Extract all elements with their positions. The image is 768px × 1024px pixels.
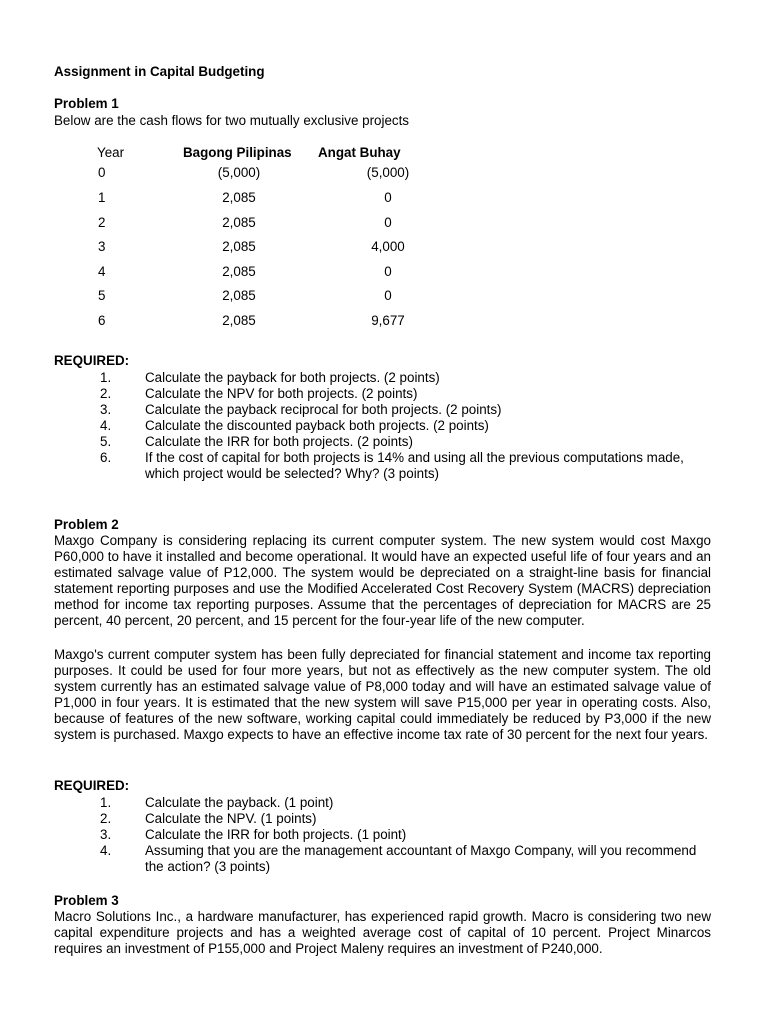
cell-bagong-pilipinas: 2,085 — [222, 313, 256, 328]
cell-angat-buhay: 0 — [384, 215, 392, 230]
problem3-paragraph-1: Macro Solutions Inc., a hardware manufacturer, has experienced rapid growth. Macro is considering two new capital expenditure projects and has a weighted average cost of capital of 10 percent. Project Minarcos requires an investment of P155,000 and Project Maleny requires an investment of P240,000. — [54, 909, 711, 956]
item-number: 1. — [100, 795, 112, 810]
item-number: 2. — [100, 386, 112, 401]
cash-flow-table — [54, 145, 474, 335]
document-title: Assignment in Capital Budgeting — [54, 64, 265, 79]
cell-year: 2 — [98, 215, 106, 230]
problem1-intro: Below are the cash flows for two mutually exclusive projects — [54, 113, 410, 128]
table-row — [54, 165, 474, 181]
cell-year: 3 — [98, 239, 106, 254]
cell-bagong-pilipinas: 2,085 — [222, 288, 256, 303]
item-number: 4. — [100, 418, 112, 433]
column-header-year: Year — [97, 145, 125, 160]
problem2-required-list — [54, 795, 714, 875]
cell-angat-buhay: 4,000 — [371, 239, 405, 254]
item-number: 1. — [100, 370, 112, 385]
item-number: 5. — [100, 434, 112, 449]
problem1-required-list — [54, 370, 714, 482]
cell-angat-buhay: 0 — [384, 190, 392, 205]
problem2-heading: Problem 2 — [54, 517, 119, 532]
item-text: Calculate the IRR for both projects. (1 point) — [145, 827, 407, 842]
cell-angat-buhay: 0 — [384, 288, 392, 303]
table-row — [54, 215, 474, 231]
cell-angat-buhay: 9,677 — [371, 313, 405, 328]
item-number: 4. — [100, 843, 112, 858]
table-row — [54, 313, 474, 329]
item-number: 3. — [100, 827, 112, 842]
problem2-required-label: REQUIRED: — [54, 778, 130, 793]
item-text: Calculate the NPV. (1 points) — [145, 811, 317, 826]
item-text: Calculate the payback. (1 point) — [145, 795, 334, 810]
list-item — [54, 843, 714, 875]
list-item — [54, 418, 714, 434]
list-item — [54, 827, 714, 843]
cell-year: 0 — [98, 165, 106, 180]
item-text: Assuming that you are the management accountant of Maxgo Company, will you recommend the action? (3 points) — [145, 843, 697, 874]
cell-bagong-pilipinas: 2,085 — [222, 264, 256, 279]
list-item — [54, 402, 714, 418]
cell-bagong-pilipinas: 2,085 — [222, 215, 256, 230]
item-text: Calculate the payback for both projects. (2 points) — [145, 370, 440, 385]
list-item — [54, 450, 714, 482]
problem3-heading: Problem 3 — [54, 893, 119, 908]
cell-year: 4 — [98, 264, 106, 279]
list-item — [54, 795, 714, 811]
item-text: If the cost of capital for both projects is 14% and using all the previous computations made, which project would be selected? Why? (3 points) — [145, 450, 684, 481]
problem1-required-label: REQUIRED: — [54, 353, 130, 368]
cell-angat-buhay: 0 — [384, 264, 392, 279]
table-row — [54, 264, 474, 280]
item-text: Calculate the payback reciprocal for both projects. (2 points) — [145, 402, 502, 417]
cell-year: 1 — [98, 190, 106, 205]
table-row — [54, 190, 474, 206]
problem2-paragraph-2: Maxgo's current computer system has been fully depreciated for financial statement and income tax reporting purposes. It could be used for four more years, but not as effectively as the new computer system. The old system currently has an estimated salvage value of P8,000 today and will have an estimated salvage value of P1,000 in four years. It is estimated that the new system will save P15,000 per year in operating costs. Also, because of features of the new software, working capital could immediately be reduced by P3,000 if the new system is purchased. Maxgo expects to have an effective income tax rate of 30 percent for the next four years. — [54, 647, 711, 742]
item-number: 2. — [100, 811, 112, 826]
cell-angat-buhay: (5,000) — [366, 165, 410, 180]
cell-year: 5 — [98, 288, 106, 303]
cell-year: 6 — [98, 313, 106, 328]
item-number: 6. — [100, 450, 112, 465]
table-row — [54, 288, 474, 304]
cell-bagong-pilipinas: 2,085 — [222, 190, 256, 205]
table-row — [54, 239, 474, 255]
list-item — [54, 370, 714, 386]
item-text: Calculate the IRR for both projects. (2 points) — [145, 434, 413, 449]
item-text: Calculate the discounted payback both projects. (2 points) — [145, 418, 489, 433]
list-item — [54, 434, 714, 450]
list-item — [54, 811, 714, 827]
item-text: Calculate the NPV for both projects. (2 points) — [145, 386, 418, 401]
item-number: 3. — [100, 402, 112, 417]
problem2-paragraph-1: Maxgo Company is considering replacing its current computer system. The new system would cost Maxgo P60,000 to have it installed and become operational. It would have an expected useful life of four years and an estimated salvage value of P12,000. The system would be depreciated on a straight-line basis for financial statement reporting purposes and use the Modified Accelerated Cost Recovery System (MACRS) depreciation method for income tax reporting purposes. Assume that the percentages of depreciation for MACRS are 25 percent, 40 percent, 20 percent, and 15 percent for the four-year life of the new computer. — [54, 533, 711, 628]
problem1-heading: Problem 1 — [54, 96, 119, 111]
cell-bagong-pilipinas: 2,085 — [222, 239, 256, 254]
list-item — [54, 386, 714, 402]
column-header-angat-buhay: Angat Buhay — [318, 145, 401, 160]
cell-bagong-pilipinas: (5,000) — [217, 165, 261, 180]
column-header-bagong-pilipinas: Bagong Pilipinas — [183, 145, 292, 160]
